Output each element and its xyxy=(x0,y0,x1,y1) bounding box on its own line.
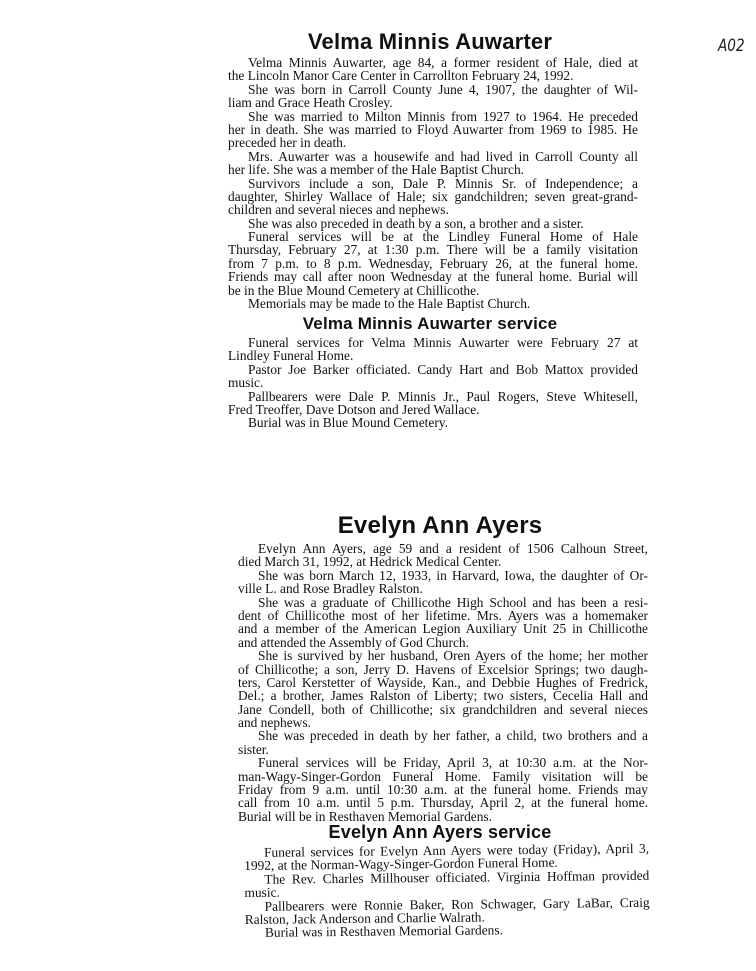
text-line: Funeral services will be at the Lindley Funeral Home of Hale xyxy=(248,229,638,245)
text-line: Burial was in Resthaven Memorial Gardens. xyxy=(264,922,503,941)
text-line: children and several nieces and nephews. xyxy=(228,202,449,218)
text-line: and attended the Assembly of God Church. xyxy=(238,634,469,650)
text-line: be in the Blue Mound Cemetery at Chillicothe. xyxy=(228,282,480,298)
service-body-evelyn xyxy=(244,842,650,940)
text-line: Funeral services will be Friday, April 3, at 10:30 a.m. at the Nor- xyxy=(258,755,648,771)
text-line: Pallbearers were Ronnie Baker, Ron Schwager, Gary LaBar, Craig xyxy=(264,894,650,914)
text-line: Mrs. Auwarter was a housewife and had lived in Carroll County all xyxy=(248,148,638,164)
text-line: Friday from 9 a.m. until 10:30 a.m. at the funeral home. Friends may xyxy=(238,782,648,798)
text-line: music. xyxy=(244,884,280,901)
obituary-body-velma xyxy=(228,56,638,310)
text-line: 1992, at the Norman-Wagy-Singer-Gordon Funeral Home. xyxy=(244,855,558,874)
text-line: music. xyxy=(228,375,264,391)
text-line: liam and Grace Heath Crosley. xyxy=(228,95,393,111)
text-line: ville L. and Rose Bradley Ralston. xyxy=(238,581,423,597)
obituary-title-evelyn: Evelyn Ann Ayers xyxy=(337,512,543,539)
text-line: the Lincoln Manor Care Center in Carrollton February 24, 1992. xyxy=(228,68,574,84)
text-line: man-Wagy-Singer-Gordon Funeral Home. Family visitation will be xyxy=(238,768,648,784)
text-line: Friends may call after noon Wednesday at the funeral home. Burial will xyxy=(228,269,638,285)
text-line: She was a graduate of Chillicothe High School and has been a resi- xyxy=(258,594,648,610)
text-line: Pastor Joe Barker officiated. Candy Hart and Bob Mattox provided xyxy=(248,361,638,377)
service-body-velma xyxy=(228,336,638,430)
text-line: her in death. She was married to Floyd Auwarter from 1969 to 1985. He xyxy=(228,121,638,137)
text-line: Burial was in Blue Mound Cemetery. xyxy=(248,415,448,431)
text-line: Ralston, Jack Anderson and Charlie Walrath. xyxy=(244,909,485,927)
text-line: and a member of the American Legion Auxiliary Unit 25 in Chillicothe xyxy=(238,621,648,637)
text-line: ters, Carol Kerstetter of Wayside, Kan., and Debbie Hughes of Fredrick, xyxy=(238,674,648,690)
text-line: from 7 p.m. to 8 p.m. Wednesday, February 26, at the funeral home. xyxy=(228,255,638,271)
text-line: preceded her in death. xyxy=(228,135,347,151)
text-line: Fred Treoffer, Dave Dotson and Jered Wallace. xyxy=(228,401,480,417)
service-title-velma: Velma Minnis Auwarter service xyxy=(302,314,558,333)
obituary-body-evelyn xyxy=(238,542,648,823)
text-line: The Rev. Charles Millhouser officiated. Virginia Hoffman provided xyxy=(264,867,650,887)
text-line: call from 10 a.m. until 5 p.m. Thursday, April 2, at the funeral home. xyxy=(238,795,648,811)
text-line: daughter, Shirley Wallace of Hale; six gandchildren; seven great-grand- xyxy=(228,188,638,204)
text-line: Lindley Funeral Home. xyxy=(228,348,354,364)
obituary-title-velma: Velma Minnis Auwarter xyxy=(307,29,553,54)
text-line: Evelyn Ann Ayers, age 59 and a resident of 1506 Calhoun Street, xyxy=(258,541,648,556)
text-line: Funeral services for Evelyn Ann Ayers were today (Friday), April 3, xyxy=(263,840,650,860)
text-line: Jane Condell, both of Chillicothe; six grandchildren and several nieces xyxy=(238,701,648,717)
text-line: She was born March 12, 1933, in Harvard, Iowa, the daughter of Or- xyxy=(258,567,648,583)
text-line: Thursday, February 27, at 1:30 p.m. There will be a family visitation xyxy=(228,242,638,258)
text-line: Pallbearers were Dale P. Minnis Jr., Paul Rogers, Steve Whitesell, xyxy=(248,388,638,404)
text-line: and nephews. xyxy=(238,715,311,731)
page-mark-handwritten: A02 xyxy=(718,36,745,56)
text-line: Velma Minnis Auwarter, age 84, a former resident of Hale, died at xyxy=(248,55,638,70)
text-line: Burial will be in Resthaven Memorial Gardens. xyxy=(238,808,492,824)
text-line: She was born in Carroll County June 4, 1907, the daughter of Wil- xyxy=(248,81,638,97)
text-line: died March 31, 1992, at Hedrick Medical Center. xyxy=(238,554,502,570)
text-line: dent of Chillicothe most of her lifetime. Mrs. Ayers was a homemaker xyxy=(238,607,648,623)
text-line: She was married to Milton Minnis from 1927 to 1964. He preceded xyxy=(248,108,638,124)
text-line: of Chillicothe; a son, Jerry D. Havens of Excelsior Springs; two daugh- xyxy=(238,661,648,677)
text-line: She was also preceded in death by a son, a brother and a sister. xyxy=(248,215,584,231)
text-line: Memorials may be made to the Hale Baptist Church. xyxy=(248,296,531,312)
text-line: her life. She was a member of the Hale Baptist Church. xyxy=(228,162,524,178)
text-line: She was preceded in death by her father, a child, two brothers and a xyxy=(258,728,648,744)
text-line: Funeral services for Velma Minnis Auwarter were February 27 at xyxy=(248,335,638,350)
text-line: She is survived by her husband, Oren Ayers of the home; her mother xyxy=(258,648,648,664)
text-line: Del.; a brother, James Ralston of Liberty; two sisters, Cecelia Hall and xyxy=(238,688,648,704)
service-title-evelyn: Evelyn Ann Ayers service xyxy=(328,822,552,842)
text-line: sister. xyxy=(238,741,269,757)
text-line: Survivors include a son, Dale P. Minnis Sr. of Independence; a xyxy=(248,175,638,191)
